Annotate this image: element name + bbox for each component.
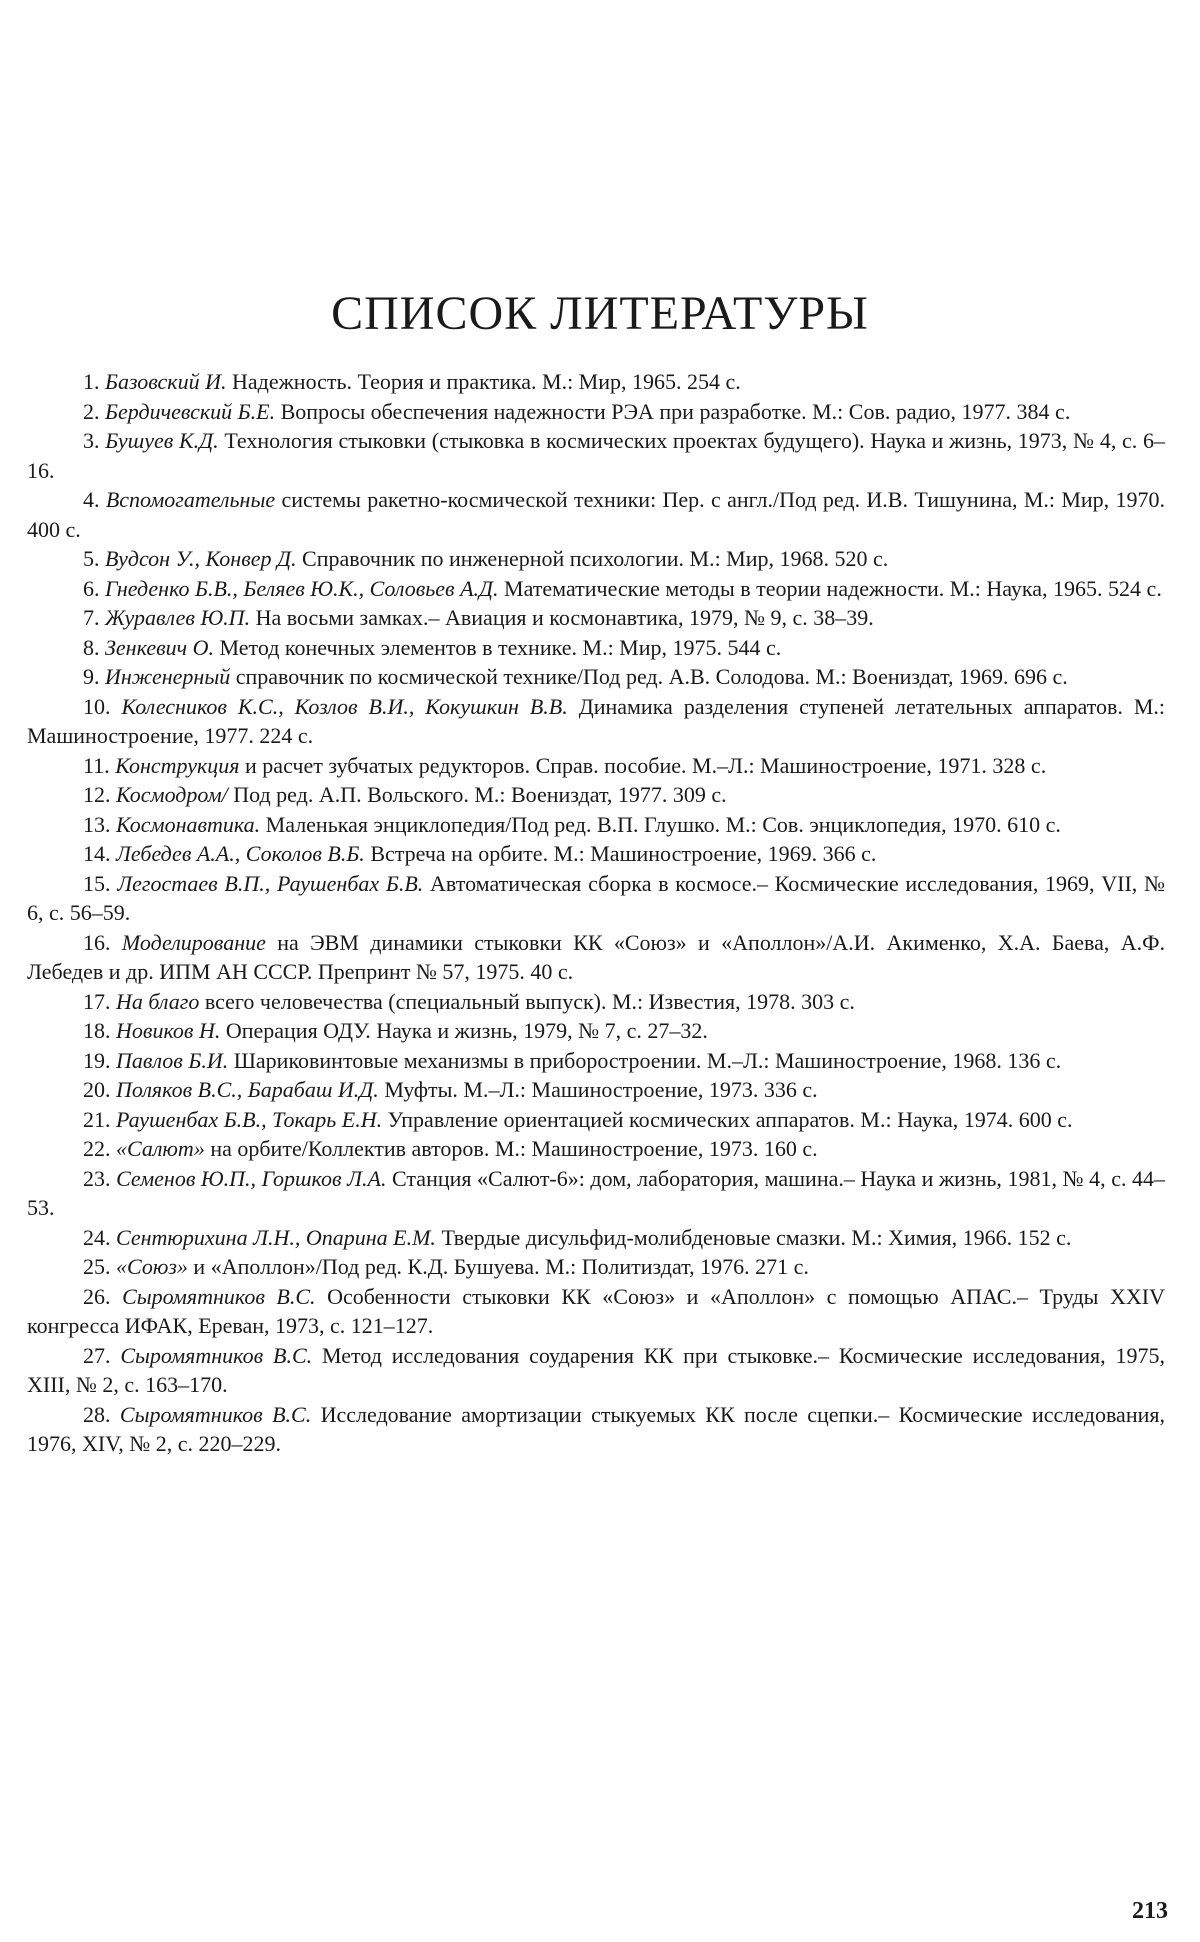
reference-author: «Союз» [116, 1254, 188, 1279]
reference-number: 21. [83, 1106, 111, 1132]
reference-number: 16. [83, 929, 111, 955]
reference-number: 2. [83, 398, 100, 424]
reference-item [27, 1400, 1165, 1459]
reference-author: Новиков Н. [116, 1018, 221, 1043]
reference-item [27, 426, 1165, 485]
reference-author: Бердичевский Б.Е. [105, 398, 276, 424]
reference-number: 24. [83, 1224, 111, 1250]
reference-text: Метод конечных элементов в технике. М.: Мир, 1975. 544 с. [219, 634, 782, 660]
reference-author: Легостаев В.П., Раушенбах Б.В. [117, 870, 424, 896]
reference-text: справочник по космической технике/Под ред. А.В. Солодова. М.: Воениздат, 1969. 696 с. [235, 664, 1068, 689]
reference-number: 14. [83, 841, 111, 866]
reference-author: «Салют» [116, 1136, 205, 1161]
reference-author: Конструкция [115, 752, 240, 778]
reference-author: Колесников К.С., Козлов В.И., Кокушкин В.В. [121, 693, 568, 719]
reference-author: Бушуев К.Д. [105, 428, 219, 453]
reference-item [27, 780, 1165, 810]
reference-author: Сентюрихина Л.Н., Опарина Е.М. [116, 1224, 436, 1250]
reference-author: Павлов Б.И. [116, 1047, 229, 1073]
reference-text: Шариковинтовые механизмы в приборостроении. М.–Л.: Машиностроение, 1968. 136 с. [233, 1047, 1062, 1073]
reference-item [27, 1252, 1165, 1282]
reference-text: Технология стыковки (стыковка в космических проектах будущего). Наука и жизнь, 1973, № 4, с. 6–16. [27, 428, 1165, 483]
reference-text: Маленькая энциклопедия/Под ред. В.П. Глушко. М.: Сов. энциклопедия, 1970. 610 с. [265, 811, 1061, 837]
reference-item [27, 574, 1165, 604]
reference-number: 19. [83, 1047, 111, 1073]
reference-number: 27. [83, 1342, 111, 1368]
reference-text: Метод исследования соударения КК при стыковке.– Космические исследования, 1975, XIII, № 2, с. 163–170. [27, 1342, 1166, 1397]
reference-item [27, 544, 1165, 574]
reference-author: Сыромятников В.С. [120, 1342, 313, 1368]
page-title: СПИСОК ЛИТЕРАТУРЫ [331, 287, 869, 340]
reference-item [27, 1016, 1165, 1046]
reference-item [27, 1282, 1165, 1341]
reference-text: Справочник по инженерной психологии. М.: Мир, 1968. 520 с. [302, 546, 889, 571]
reference-item [27, 1134, 1165, 1164]
reference-item [27, 869, 1165, 928]
reference-item [27, 810, 1165, 840]
reference-item [27, 603, 1165, 633]
reference-text: Управление ориентацией космических аппаратов. М.: Наука, 1974. 600 с. [387, 1106, 1073, 1132]
reference-author: Сыромятников В.С. [122, 1283, 316, 1309]
reference-text: Автоматическая сборка в космосе.– Космические исследования, 1969, VII, № 6, с. 56–59. [27, 870, 1166, 925]
reference-item [27, 1105, 1165, 1135]
reference-text: Муфты. М.–Л.: Машиностроение, 1973. 336 с. [384, 1077, 818, 1102]
reference-author: Моделирование [121, 929, 266, 955]
reference-author: Гнеденко Б.В., Беляев Ю.К., Соловьев А.Д. [105, 575, 499, 601]
reference-number: 7. [83, 605, 100, 630]
reference-item [27, 485, 1165, 544]
reference-author: Сыромятников В.С. [119, 1401, 312, 1427]
reference-text: Операция ОДУ. Наука и жизнь, 1979, № 7, с. 27–32. [225, 1018, 708, 1043]
reference-text: Станция «Салют-6»: дом, лаборатория, машина.– Наука и жизнь, 1981, № 4, с. 44–53. [27, 1165, 1166, 1220]
reference-text: На восьми замках.– Авиация и космонавтика, 1979, № 9, с. 38–39. [255, 605, 874, 630]
reference-author: Зенкевич О. [105, 634, 215, 660]
reference-number: 4. [83, 487, 100, 512]
reference-text: Динамика разделения ступеней летательных аппаратов. М.: Машиностроение, 1977. 224 с. [27, 693, 1166, 748]
reference-author: Вудсон У., Конвер Д. [105, 546, 297, 571]
reference-text: Математические методы в теории надежности. М.: Наука, 1965. 524 с. [504, 575, 1162, 601]
reference-item [27, 1341, 1165, 1400]
reference-author: Вспомогательные [105, 487, 276, 512]
reference-number: 10. [83, 693, 111, 719]
reference-item [27, 1164, 1165, 1223]
reference-number: 17. [83, 988, 111, 1014]
reference-text: на орбите/Коллектив авторов. М.: Машиностроение, 1973. 160 с. [210, 1136, 818, 1161]
reference-number: 25. [83, 1254, 111, 1279]
reference-number: 13. [83, 811, 111, 837]
reference-number: 20. [83, 1077, 111, 1102]
reference-number: 28. [83, 1401, 111, 1427]
reference-author: Космонавтика. [116, 811, 261, 837]
reference-author: Лебедев А.А., Соколов В.Б. [116, 841, 365, 866]
reference-item [27, 1223, 1165, 1253]
reference-number: 3. [83, 428, 100, 453]
reference-number: 23. [83, 1165, 111, 1191]
reference-text: системы ракетно-космической техники: Пер. с англ./Под ред. И.В. Тишунина, М.: Мир, 1970. 400 с. [27, 487, 1166, 542]
reference-author: Базовский И. [105, 369, 227, 394]
reference-item [27, 987, 1165, 1017]
reference-author: Космодром/ [116, 782, 228, 807]
reference-number: 5. [83, 546, 100, 571]
reference-text: Под ред. А.П. Вольского. М.: Воениздат, 1977. 309 с. [233, 782, 727, 807]
reference-text: Исследование амортизации стыкуемых КК после сцепки.– Космические исследования, 1976, XIV, № 2, с. 220–229. [27, 1401, 1165, 1456]
reference-item [27, 692, 1165, 751]
reference-item [27, 1046, 1165, 1076]
reference-item [27, 1075, 1165, 1105]
reference-text: Встреча на орбите. М.: Машиностроение, 1969. 366 с. [370, 841, 877, 866]
reference-text: и «Аполлон»/Под ред. К.Д. Бушуева. М.: Политиздат, 1976. 271 с. [193, 1254, 809, 1279]
reference-text: Особенности стыковки КК «Союз» и «Аполлон» с помощью АПАС.– Труды XXIV конгресса ИФАК, Ереван, 1973, с. 121–127. [27, 1283, 1165, 1338]
reference-text: всего человечества (специальный выпуск). М.: Известия, 1978. 303 с. [204, 988, 855, 1014]
reference-author: На благо [116, 988, 200, 1014]
reference-text: и расчет зубчатых редукторов. Справ. пособие. М.–Л.: Машиностроение, 1971. 328 с. [245, 752, 1047, 778]
reference-number: 11. [83, 752, 110, 778]
reference-author: Семенов Ю.П., Горшков Л.А. [116, 1165, 387, 1191]
reference-number: 22. [83, 1136, 111, 1161]
reference-text: Твердые дисульфид-молибденовые смазки. М.: Химия, 1966. 152 с. [441, 1224, 1072, 1250]
reference-author: Раушенбах Б.В., Токарь Е.Н. [116, 1106, 383, 1132]
reference-number: 15. [83, 870, 111, 896]
reference-number: 18. [83, 1018, 111, 1043]
reference-number: 8. [83, 634, 100, 660]
reference-number: 12. [83, 782, 111, 807]
reference-item [27, 662, 1165, 692]
reference-list [27, 367, 1165, 1459]
reference-number: 26. [83, 1283, 111, 1309]
reference-number: 6. [83, 575, 100, 601]
reference-item [27, 633, 1165, 663]
reference-author: Инженерный [105, 664, 231, 689]
reference-text: Вопросы обеспечения надежности РЭА при разработке. М.: Сов. радио, 1977. 384 с. [280, 398, 1071, 424]
page-number: 213 [1132, 1898, 1168, 1924]
reference-author: Поляков В.С., Барабаш И.Д. [116, 1077, 379, 1102]
reference-item [27, 397, 1165, 427]
reference-text: Надежность. Теория и практика. М.: Мир, 1965. 254 с. [231, 369, 741, 394]
reference-item [27, 839, 1165, 869]
reference-number: 9. [83, 664, 100, 689]
reference-number: 1. [83, 369, 100, 394]
reference-text: на ЭВМ динамики стыковки КК «Союз» и «Аполлон»/А.И. Акименко, Х.А. Баева, А.Ф. Лебедев и др. ИПМ АН СССР. Препринт № 57, 1975. 40 с. [27, 929, 1166, 984]
reference-author: Журавлев Ю.П. [105, 605, 251, 630]
reference-item [27, 928, 1165, 987]
reference-item [27, 751, 1165, 781]
reference-item [27, 367, 1165, 397]
